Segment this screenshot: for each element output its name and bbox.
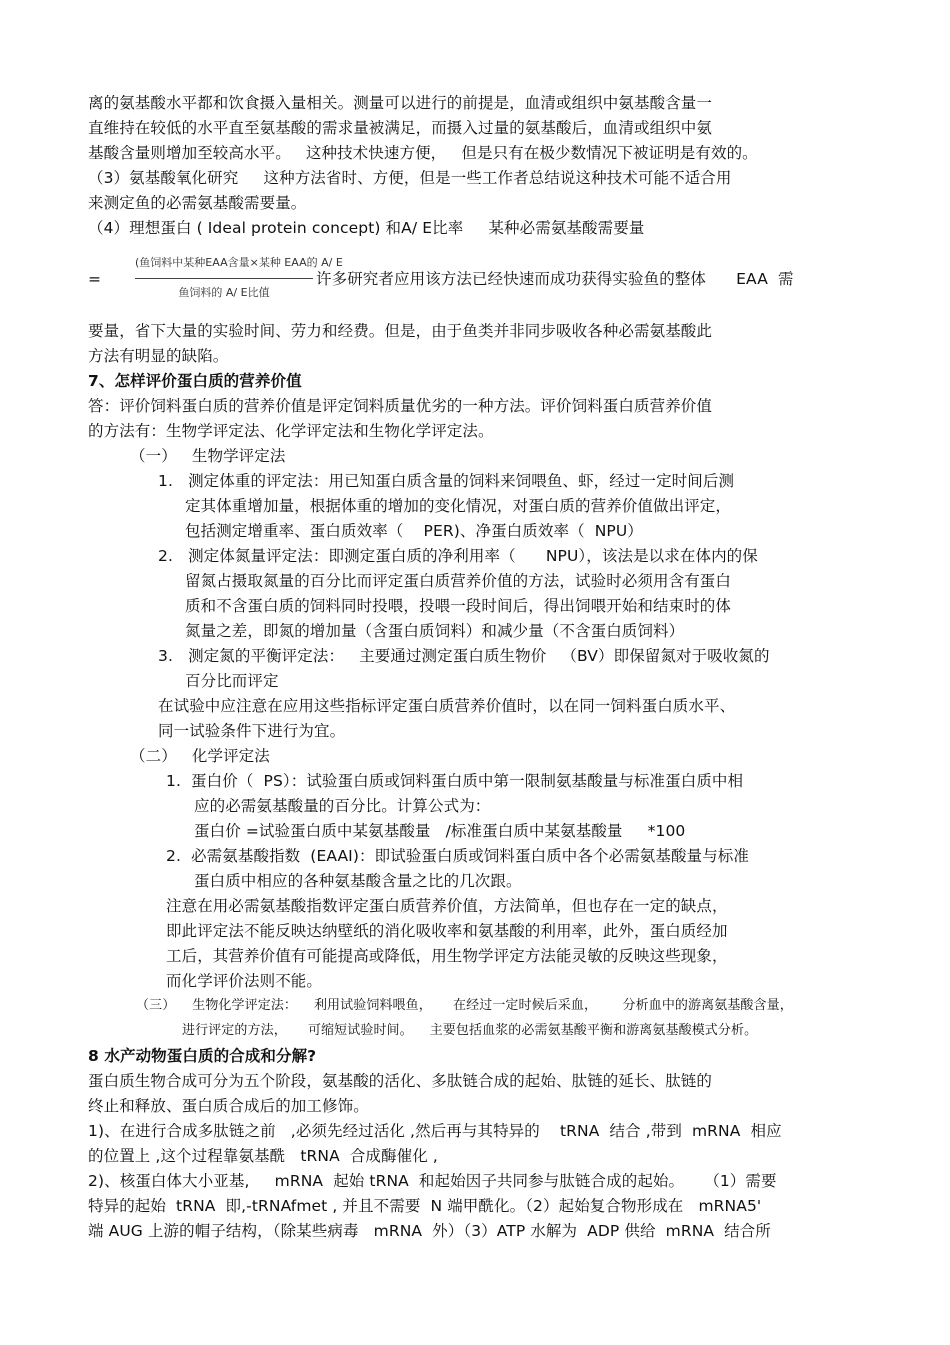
text-line: 答：评价饲料蛋白质的营养价值是评定饲料质量优劣的一种方法。评价饲料蛋白质营养价值 [88,397,713,415]
text-line: 直维持在较低的水平直至氨基酸的需求量被满足，而摄入过量的氨基酸后，血清或组织中氨 [88,119,713,137]
text-line: 1)、在进行合成多肽链之前 ,必须先经过活化 ,然后再与其特异的 tRNA 结合 ,带到 mRNA 相应 [88,1122,782,1140]
text-line: 定其体重增加量，根据体重的增加的变化情况，对蛋白质的营养价值做出评定， [185,497,732,515]
formula-line: 蛋白价 =试验蛋白质中某氨基酸量 /标准蛋白质中某氨基酸量 *100 [194,822,686,840]
text-line: 方法有明显的缺陷。 [88,347,229,365]
text-line: 端 AUG 上游的帽子结构，（除某些病毒 mRNA 外）（3）ATP 水解为 ADP 供给 mRNA 结合所 [88,1222,771,1240]
text-line: 的位置上 ,这个过程靠氨基酰 tRNA 合成酶催化 , [88,1147,438,1165]
formula-numerator: (鱼饲料中某种EAA含量×某种 EAA的 A/ E [135,256,343,269]
text-line: 即此评定法不能反映达纳壁纸的消化吸收率和氨基酸的利用率，此外，蛋白质经加 [166,922,728,940]
text-line: 2)、核蛋白体大小亚基, mRNA 起始 tRNA 和起始因子共同参与肽链合成的起始。 （1）需要 [88,1172,777,1190]
text-line: 终止和释放、蛋白质合成后的加工修饰。 [88,1097,369,1115]
fraction-bar [135,278,313,279]
text-line: （4）理想蛋白 ( Ideal protein concept) 和A/ E比率 某种必需氨基酸需要量 [88,219,645,237]
text-line: 蛋白质生物合成可分为五个阶段，氨基酸的活化、多肽链合成的起始、肽链的延长、肽链的 [88,1072,713,1090]
section-heading-7: 7、怎样评价蛋白质的营养价值 [88,372,302,390]
text-line: 来测定鱼的必需氨基酸需要量。 [88,194,307,212]
text-line: 同一试验条件下进行为宜。 [158,722,346,740]
subheading-chemical: （二） 化学评定法 [130,747,270,765]
text-line: 1. 测定体重的评定法：用已知蛋白质含量的饲料来饲喂鱼、虾，经过一定时间后测 [158,472,735,490]
text-line: 蛋白质中相应的各种氨基酸含量之比的几次跟。 [194,872,522,890]
text-line: 而化学评价法则不能。 [166,972,323,990]
text-line: 基酸含量则增加至较高水平。 这种技术快速方便， 但是只有在极少数情况下被证明是有效的。 [88,144,758,162]
equals-sign: = [88,270,102,288]
aa-requirement-formula [135,255,343,307]
text-line: 应的必需氨基酸量的百分比。计算公式为： [194,797,491,815]
text-line: 包括测定增重率、蛋白质效率（ PER)、净蛋白质效率（ NPU） [185,522,643,540]
formula-denominator: 鱼饲料的 A/ E比值 [178,286,270,299]
subheading-biological: （一） 生物学评定法 [130,447,286,465]
text-line: 2. 必需氨基酸指数 (EAAI)：即试验蛋白质或饲料蛋白质中各个必需氨基酸量与标准 [166,847,749,865]
text-line: （3）氨基酸氧化研究 这种方法省时、方便，但是一些工作者总结说这种技术可能不适合用 [88,169,732,187]
text-line: 2. 测定体氮量评定法：即测定蛋白质的净利用率（ NPU），该法是以求在体内的保 [158,547,758,565]
text-line: 离的氨基酸水平都和饮食摄入量相关。测量可以进行的前提是，血清或组织中氨基酸含量一 [88,94,713,112]
section-heading-8: 8 水产动物蛋白质的合成和分解? [88,1047,317,1065]
text-line: 的方法有：生物学评定法、化学评定法和生物化学评定法。 [88,422,494,440]
text-line: 要量，省下大量的实验时间、劳力和经费。但是，由于鱼类并非同步吸收各种必需氨基酸此 [88,322,713,340]
text-line: 留氮占摄取氮量的百分比而评定蛋白质营养价值的方法，试验时必须用含有蛋白 [185,572,732,590]
text-line: 进行评定的方法， 可缩短试验时间。 主要包括血浆的必需氨基酸平衡和游离氨基酸模式分析。 [182,1023,758,1038]
text-line: 注意在用必需氨基酸指数评定蛋白质营养价值，方法简单，但也存在一定的缺点， [166,897,728,915]
text-line: 质和不含蛋白质的饲料同时投喂，投喂一段时间后，得出饲喂开始和结束时的体 [185,597,732,615]
text-line: 工后，其营养价值有可能提高或降低，用生物学评定方法能灵敏的反映这些现象， [166,947,728,965]
text-line: 特异的起始 tRNA 即,-tRNAfmet , 并且不需要 N 端甲酰化。（2）起始复合物形成在 mRNA5' [88,1197,762,1215]
text-line: 氮量之差，即氮的增加量（含蛋白质饲料）和减少量（不含蛋白质饲料） [185,622,685,640]
text-line: 在试验中应注意在应用这些指标评定蛋白质营养价值时，以在同一饲料蛋白质水平、 [158,697,736,715]
subheading-biochemical: （三） 生物化学评定法： 利用试验饲料喂鱼， 在经过一定时候后采血， 分析血中的游离氨基酸含量， [136,998,793,1013]
text-line: 3. 测定氮的平衡评定法： 主要通过测定蛋白质生物价 （BV）即保留氮对于吸收氮的 [158,647,770,665]
text-line: 百分比而评定 [185,672,279,690]
text-line: 1. 蛋白价（ PS）：试验蛋白质或饲料蛋白质中第一限制氨基酸量与标准蛋白质中相 [166,772,744,790]
text-line: 许多研究者应用该方法已经快速而成功获得实验鱼的整体 EAA 需 [316,270,794,288]
